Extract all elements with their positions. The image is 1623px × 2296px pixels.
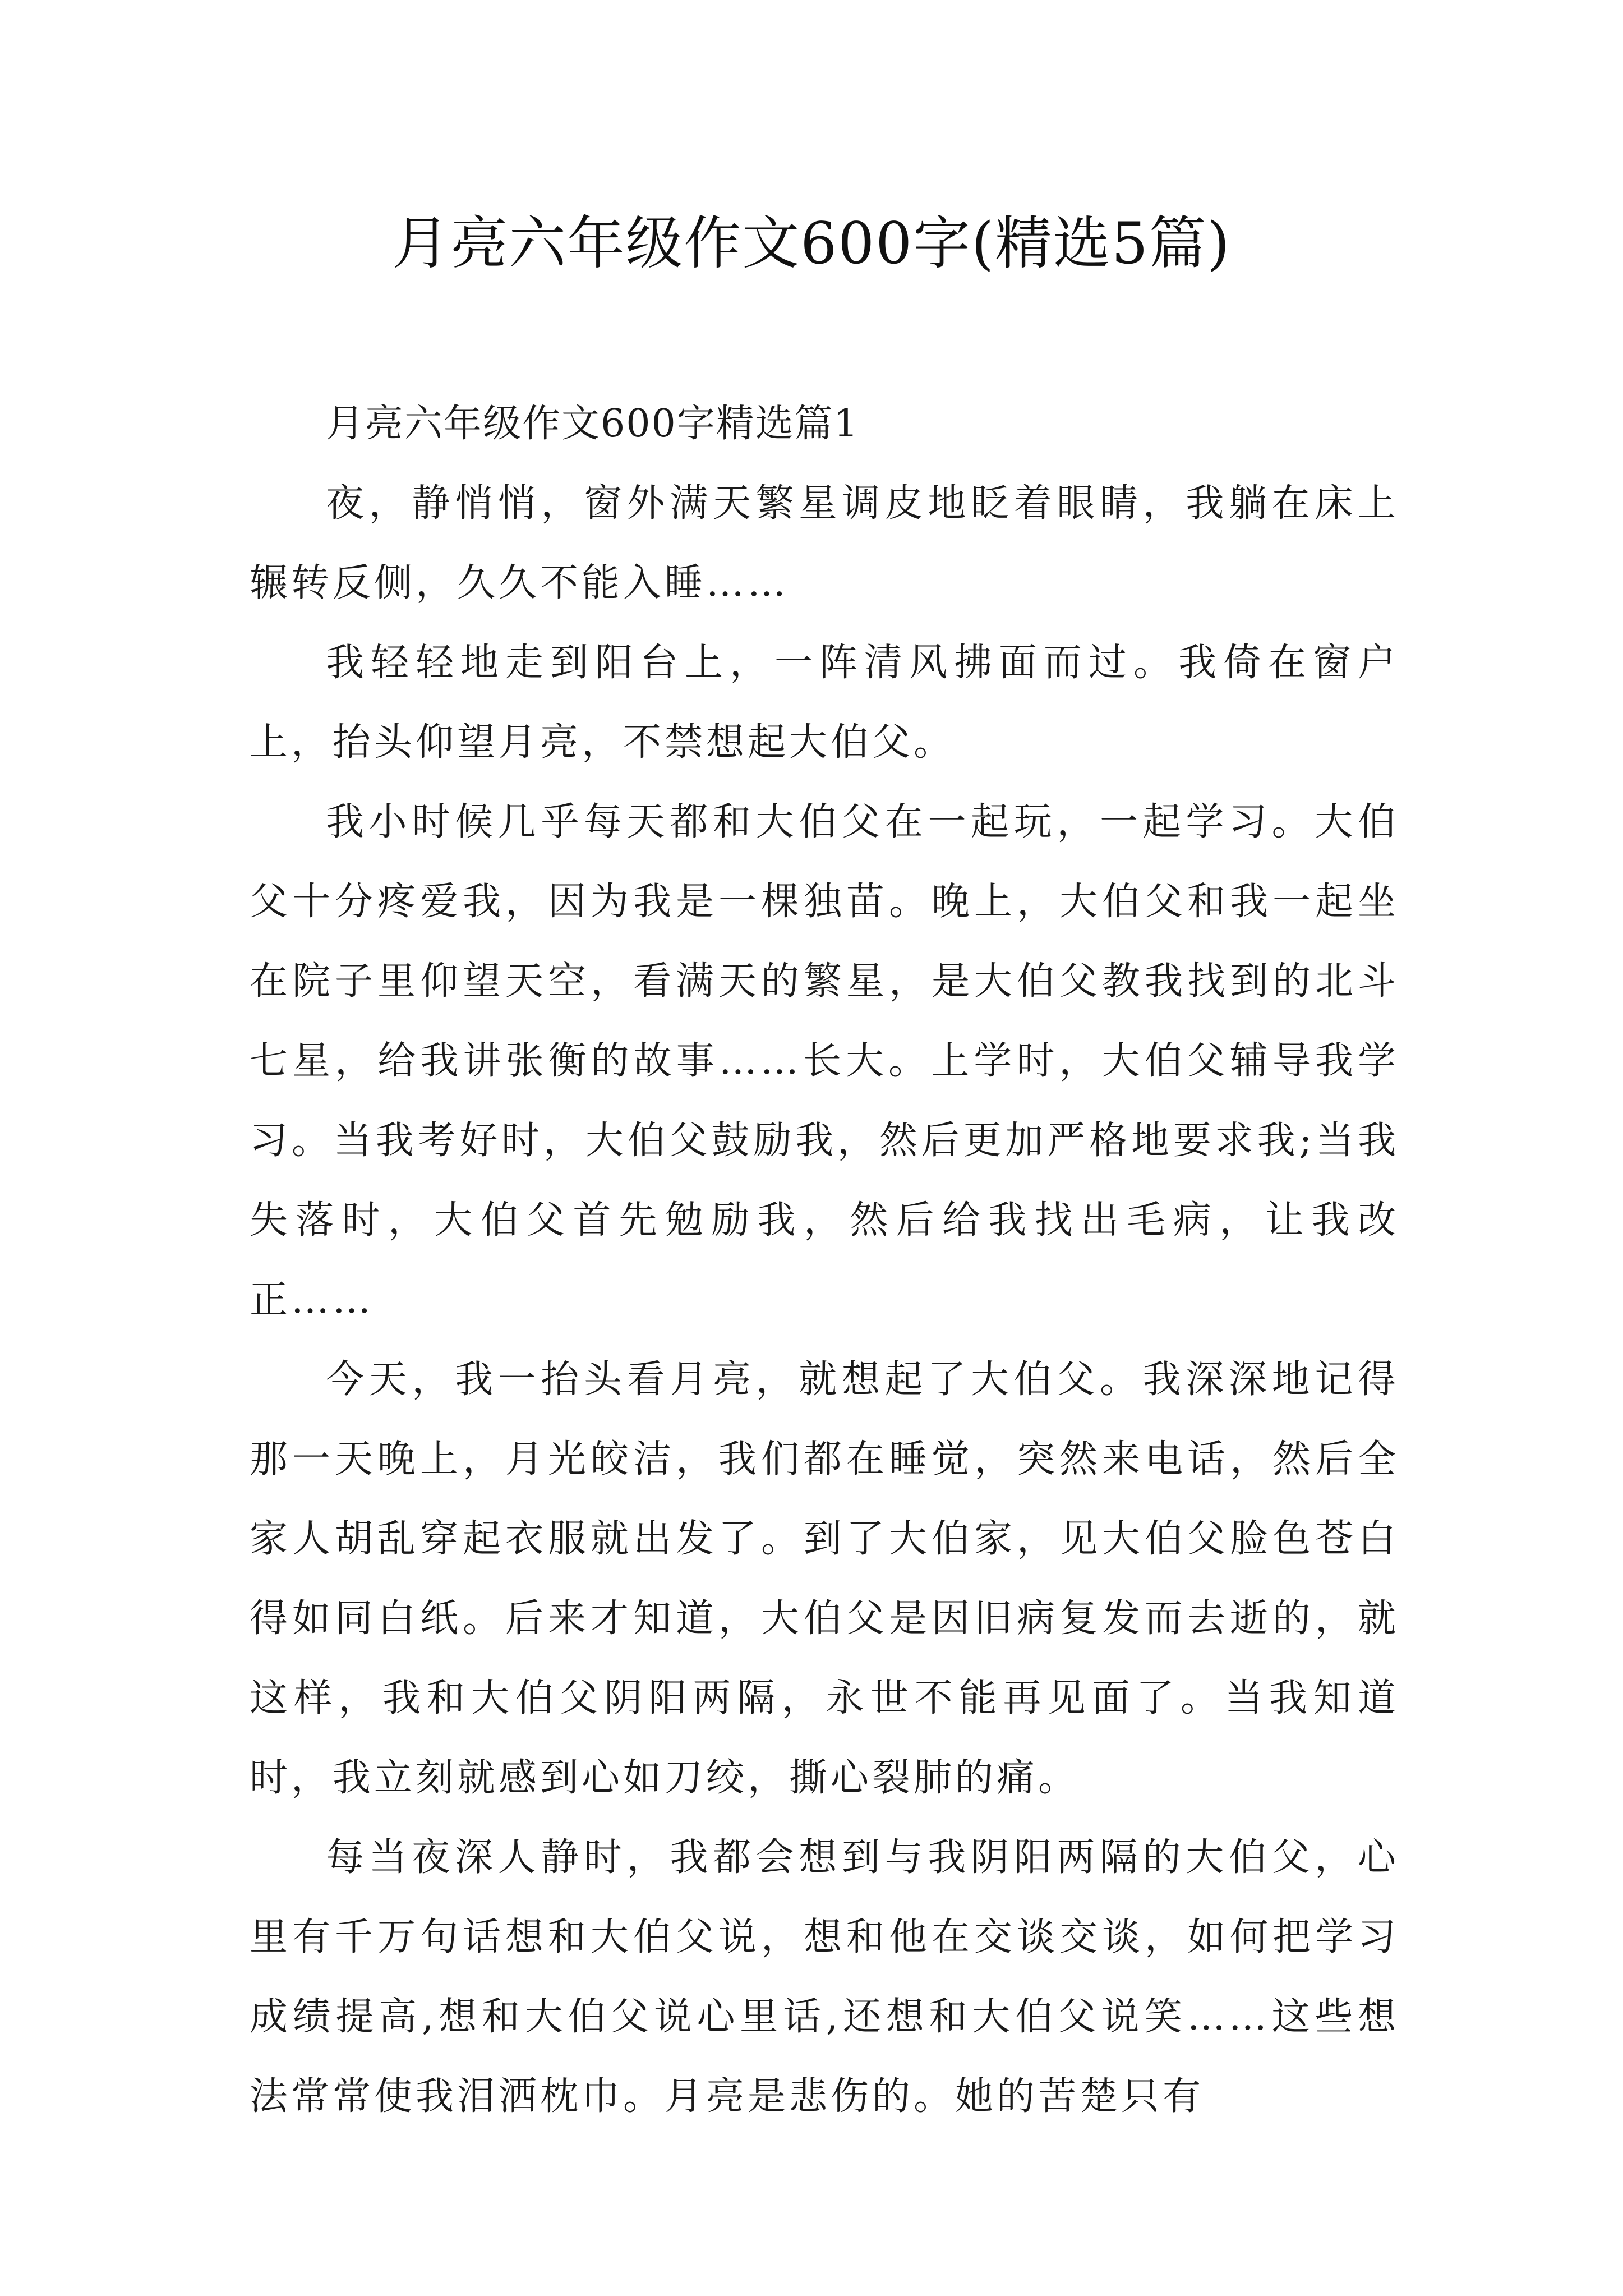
paragraph: 每当夜深人静时，我都会想到与我阴阳两隔的大伯父，心里有千万句话想和大伯父说，想和他在交谈交谈，如何把学习成绩提高,想和大伯父说心里话,还想和大伯父说笑……这些想法常常使我泪洒枕巾。月亮是悲伤的。她的苦楚只有: [250, 1835, 1399, 2119]
document-title: 月亮六年级作文600字(精选5篇): [392, 210, 1231, 277]
paragraph: 今天，我一抬头看月亮，就想起了大伯父。我深深地记得那一天晚上，月光皎洁，我们都在睡觉，突然来电话，然后全家人胡乱穿起衣服就出发了。到了大伯家，见大伯父脸色苍白得如同白纸。后来才知道，大伯父是因旧病复发而去逝的，就这样，我和大伯父阴阳两隔，永世不能再见面了。当我知道时，我立刻就感到心如刀绞，撕心裂肺的痛。: [250, 1358, 1399, 1800]
section-heading: 月亮六年级作文600字精选篇1: [326, 402, 860, 446]
paragraph: 夜，静悄悄，窗外满天繁星调皮地眨着眼睛，我躺在床上辗转反侧，久久不能入睡……: [250, 481, 1399, 605]
document-body: [250, 384, 1399, 2137]
paragraph: 我轻轻地走到阳台上，一阵清风拂面而过。我倚在窗户上，抬头仰望月亮，不禁想起大伯父。: [250, 641, 1399, 765]
paragraph: 我小时候几乎每天都和大伯父在一起玩，一起学习。大伯父十分疼爱我，因为我是一棵独苗。晚上，大伯父和我一起坐在院子里仰望天空，看满天的繁星，是大伯父教我找到的北斗七星，给我讲张衡的故事……长大。上学时，大伯父辅导我学习。当我考好时，大伯父鼓励我，然后更加严格地要求我;当我失落时，大伯父首先勉励我，然后给我找出毛病，让我改正……: [250, 800, 1399, 1322]
